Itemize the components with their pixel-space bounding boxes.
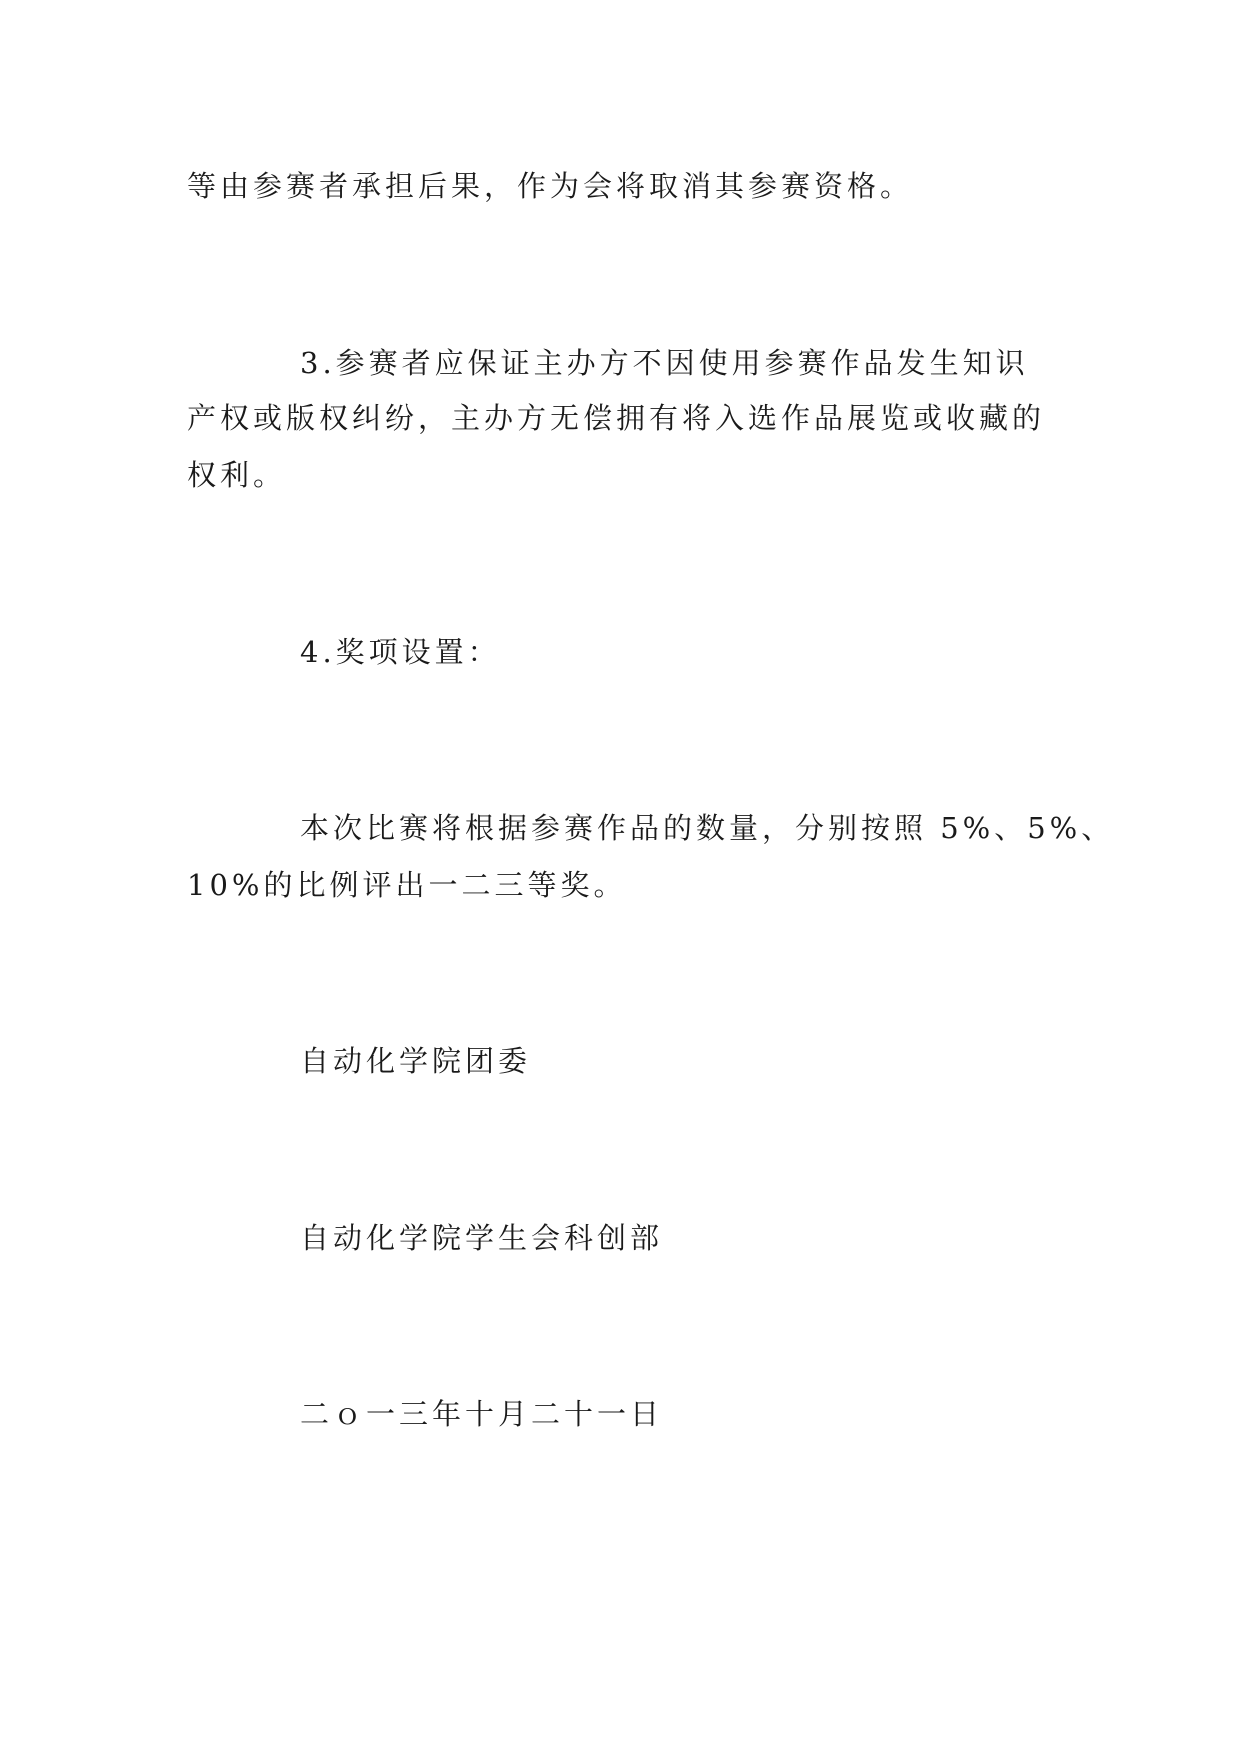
signature-date: 二ｏ一三年十月二十一日 [300, 1397, 664, 1431]
signature-org-student-union: 自动化学院学生会科创部 [300, 1221, 664, 1255]
paragraph-consequence-line-1: 等由参赛者承担后果，作为会将取消其参赛资格。 [187, 169, 914, 203]
signature-org-youth-league: 自动化学院团委 [300, 1044, 532, 1078]
paragraph-copyright-line-1: 3.参赛者应保证主办方不因使用参赛作品发生知识 [300, 346, 1029, 380]
paragraph-awards-line-2: 10%的比例评出一二三等奖。 [187, 868, 627, 902]
paragraph-awards-heading: 4.奖项设置： [300, 635, 501, 669]
paragraph-awards-line-1: 本次比赛将根据参赛作品的数量，分别按照 5%、5%、 [300, 811, 1115, 845]
paragraph-copyright-line-2: 产权或版权纠纷，主办方无偿拥有将入选作品展览或收藏的 [187, 401, 1046, 435]
paragraph-copyright-line-3: 权利。 [187, 458, 287, 492]
